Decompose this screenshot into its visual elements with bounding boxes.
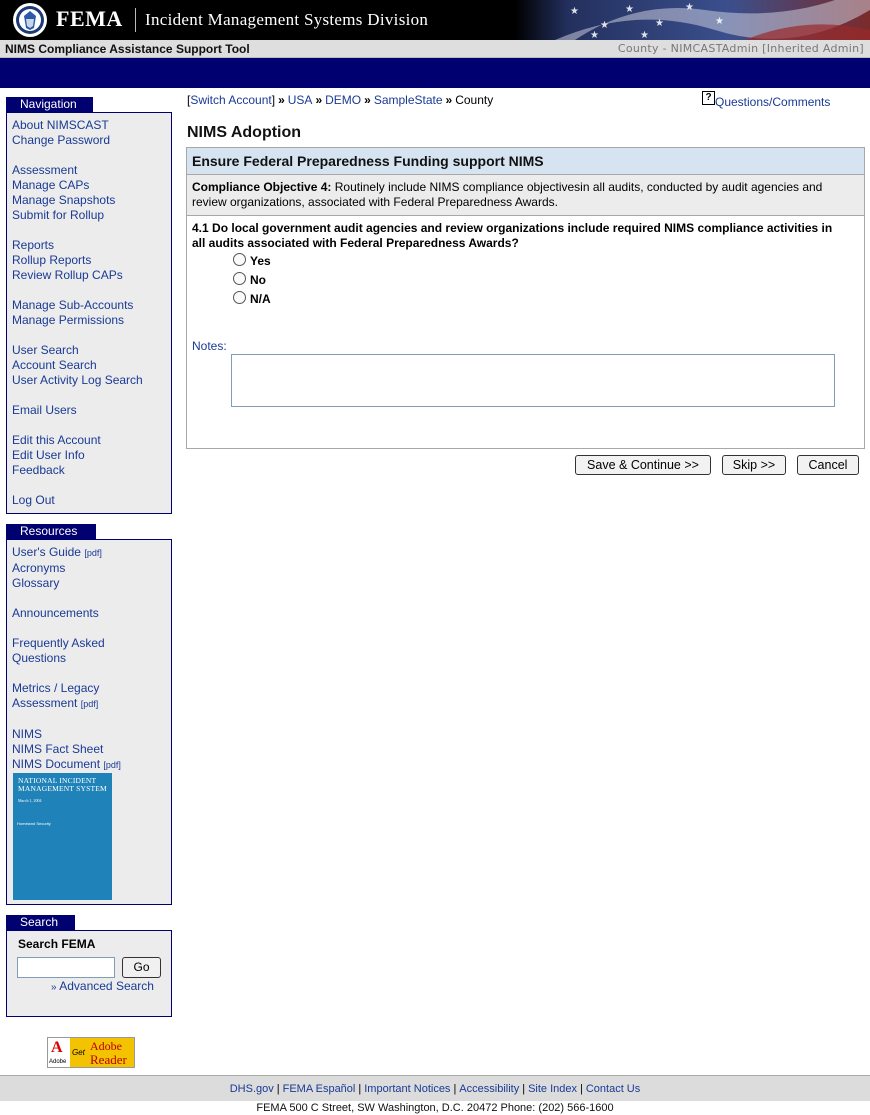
search-heading: Search FEMA (18, 937, 96, 951)
search-input[interactable] (17, 957, 115, 978)
metrics-link-line-2[interactable]: Assessment [pdf] (12, 696, 99, 710)
footer-link-fema-espanol[interactable]: FEMA Español (282, 1083, 356, 1095)
adobe-brand-label: Adobe (90, 1039, 122, 1053)
account-info: County - NIMCASTAdmin [Inherited Admin] (617, 42, 864, 55)
nav-item-change-password[interactable]: Change Password (12, 133, 111, 147)
svg-text:★: ★ (640, 30, 649, 40)
svg-text:★: ★ (685, 2, 694, 13)
nav-item-manage-caps[interactable]: Manage CAPs (12, 178, 90, 192)
adobe-small-label: Adobe (49, 1059, 67, 1065)
questions-comments-link[interactable] (702, 91, 831, 109)
notes-textarea[interactable] (231, 354, 835, 407)
nav-item-submit-for-rollup[interactable]: Submit for Rollup (12, 208, 105, 222)
nav-item-reports[interactable]: Reports (12, 238, 55, 252)
nav-item-edit-this-account[interactable]: Edit this Account (12, 433, 101, 447)
header-divider (135, 8, 136, 32)
help-icon[interactable]: ? (702, 91, 715, 105)
compliance-objective (187, 175, 864, 216)
faq-link-line-2[interactable]: Questions (12, 651, 67, 665)
footer-address: FEMA 500 C Street, SW Washington, D.C. 20472 Phone: (202) 566-1600 (256, 1102, 614, 1114)
question-text: Do local government audit agencies and review organizations include required NIMS compliance activities in all audits associated with Federal Preparedness Awards? (192, 221, 833, 250)
nav-item-user-search[interactable]: User Search (12, 343, 79, 357)
tool-name: NIMS Compliance Assistance Support Tool (5, 42, 250, 56)
navigation-panel (6, 112, 172, 514)
metrics-link-line-1[interactable]: Metrics / Legacy (12, 681, 100, 695)
option-no-label[interactable]: No (250, 273, 266, 287)
search-tab: Search (6, 915, 75, 930)
nav-item-edit-user-info[interactable]: Edit User Info (12, 448, 85, 462)
nav-item-log-out[interactable]: Log Out (12, 493, 55, 507)
panel-heading: Ensure Federal Preparedness Funding support NIMS (187, 148, 864, 175)
nav-item-email-users[interactable]: Email Users (12, 403, 77, 417)
svg-text:★: ★ (625, 4, 634, 15)
cancel-button[interactable]: Cancel (797, 455, 859, 475)
nav-item-assessment[interactable]: Assessment (12, 163, 78, 177)
nav-item-user-activity-log-search[interactable]: User Activity Log Search (12, 373, 143, 387)
flag-banner-image (515, 0, 870, 40)
svg-text:★: ★ (715, 16, 724, 27)
nims-fact-sheet-link[interactable]: NIMS Fact Sheet (12, 742, 104, 756)
save-continue-button[interactable]: Save & Continue >> (575, 455, 711, 475)
page-title: NIMS Adoption (187, 124, 302, 141)
footer-link-contact-us[interactable]: Contact Us (585, 1083, 641, 1095)
svg-text:★: ★ (655, 18, 664, 29)
breadcrumb-samplestate[interactable]: SampleState (373, 93, 443, 107)
nav-item-review-rollup-caps[interactable]: Review Rollup CAPs (12, 268, 123, 282)
option-yes-label[interactable]: Yes (250, 254, 271, 268)
fema-wordmark: FEMA (56, 6, 123, 31)
nav-item-account-search[interactable]: Account Search (12, 358, 97, 372)
breadcrumb-demo[interactable]: DEMO (325, 93, 362, 107)
nav-item-manage-sub-accounts[interactable]: Manage Sub-Accounts (12, 298, 134, 312)
header-band (0, 58, 870, 88)
option-na[interactable] (233, 292, 271, 306)
footer-links: DHS.gov | FEMA Español | Important Notices | Accessibility | Site Index | Contact Us (0, 1075, 870, 1101)
questions-comments-label[interactable]: Questions/Comments (715, 95, 831, 109)
nav-item-about-nimscast[interactable]: About NIMSCAST (12, 118, 109, 132)
option-na-label[interactable]: N/A (250, 292, 271, 306)
nav-item-rollup-reports[interactable]: Rollup Reports (12, 253, 92, 267)
adobe-reader-label: Reader (90, 1052, 127, 1067)
footer-link-dhs[interactable]: DHS.gov (229, 1083, 274, 1095)
svg-text:★: ★ (570, 6, 579, 17)
footer-link-accessibility[interactable]: Accessibility (459, 1083, 520, 1095)
cover-agency: Homeland Security (17, 821, 51, 826)
go-button[interactable]: Go (122, 957, 161, 978)
cover-title: NATIONAL INCIDENT MANAGEMENT SYSTEM (18, 776, 107, 793)
nims-document-cover-image[interactable] (13, 773, 112, 900)
breadcrumb-current: County (455, 93, 494, 107)
assessment-panel (186, 147, 865, 449)
adobe-get-label: Get (72, 1048, 85, 1057)
breadcrumb-usa[interactable]: USA (287, 93, 313, 107)
radio-no[interactable] (233, 272, 246, 285)
division-title: Incident Management Systems Division (145, 10, 429, 29)
glossary-link[interactable]: Glossary (12, 576, 60, 590)
skip-button[interactable]: Skip >> (722, 455, 786, 475)
cover-date: March 1, 2004 (18, 798, 42, 803)
svg-text:★: ★ (590, 30, 599, 40)
faq-link[interactable] (12, 636, 171, 666)
nims-document-link[interactable]: NIMS Document [pdf] (12, 757, 121, 771)
get-adobe-reader-link[interactable] (47, 1037, 135, 1068)
acronyms-link[interactable]: Acronyms (12, 561, 66, 575)
advanced-search-label[interactable]: Advanced Search (59, 979, 154, 993)
nims-link[interactable]: NIMS (12, 727, 42, 741)
advanced-search-link[interactable] (51, 979, 154, 993)
faq-link-line-1[interactable]: Frequently Asked (12, 636, 105, 650)
search-panel (6, 930, 172, 1017)
footer-link-important-notices[interactable]: Important Notices (364, 1083, 451, 1095)
announcements-link[interactable]: Announcements (12, 606, 99, 620)
tool-bar (0, 40, 870, 58)
radio-na[interactable] (233, 291, 246, 304)
objective-label: Compliance Objective 4: (192, 180, 332, 194)
resources-tab: Resources (6, 524, 96, 539)
option-no[interactable] (233, 273, 266, 287)
nav-item-feedback[interactable]: Feedback (12, 463, 65, 477)
objective-text: Routinely include NIMS compliance objectivesin all audits, conducted by audit agencies and review organizations, associated with Federal Preparedness Awards. (192, 180, 823, 209)
svg-text:★: ★ (600, 20, 609, 31)
resources-panel (6, 539, 172, 905)
users-guide-link[interactable]: User's Guide [pdf] (12, 545, 102, 559)
advanced-search-arrow-icon: » (51, 982, 57, 993)
question-number: 4.1 (192, 221, 209, 235)
question (187, 216, 864, 251)
site-header (0, 0, 870, 40)
nav-item-manage-permissions[interactable]: Manage Permissions (12, 313, 125, 327)
option-yes[interactable] (233, 254, 271, 268)
navigation-tab: Navigation (6, 97, 93, 112)
breadcrumb: [Switch Account] » USA » DEMO » SampleState » County (187, 93, 494, 107)
metrics-link[interactable] (12, 681, 171, 712)
radio-yes[interactable] (233, 253, 246, 266)
switch-account-link[interactable]: [Switch Account] (187, 93, 276, 107)
footer-link-site-index[interactable]: Site Index (528, 1083, 577, 1095)
notes-label: Notes: (192, 339, 227, 353)
dhs-seal-icon (12, 2, 48, 38)
adobe-logo-icon: A (51, 1039, 63, 1056)
nav-item-manage-snapshots[interactable]: Manage Snapshots (12, 193, 116, 207)
